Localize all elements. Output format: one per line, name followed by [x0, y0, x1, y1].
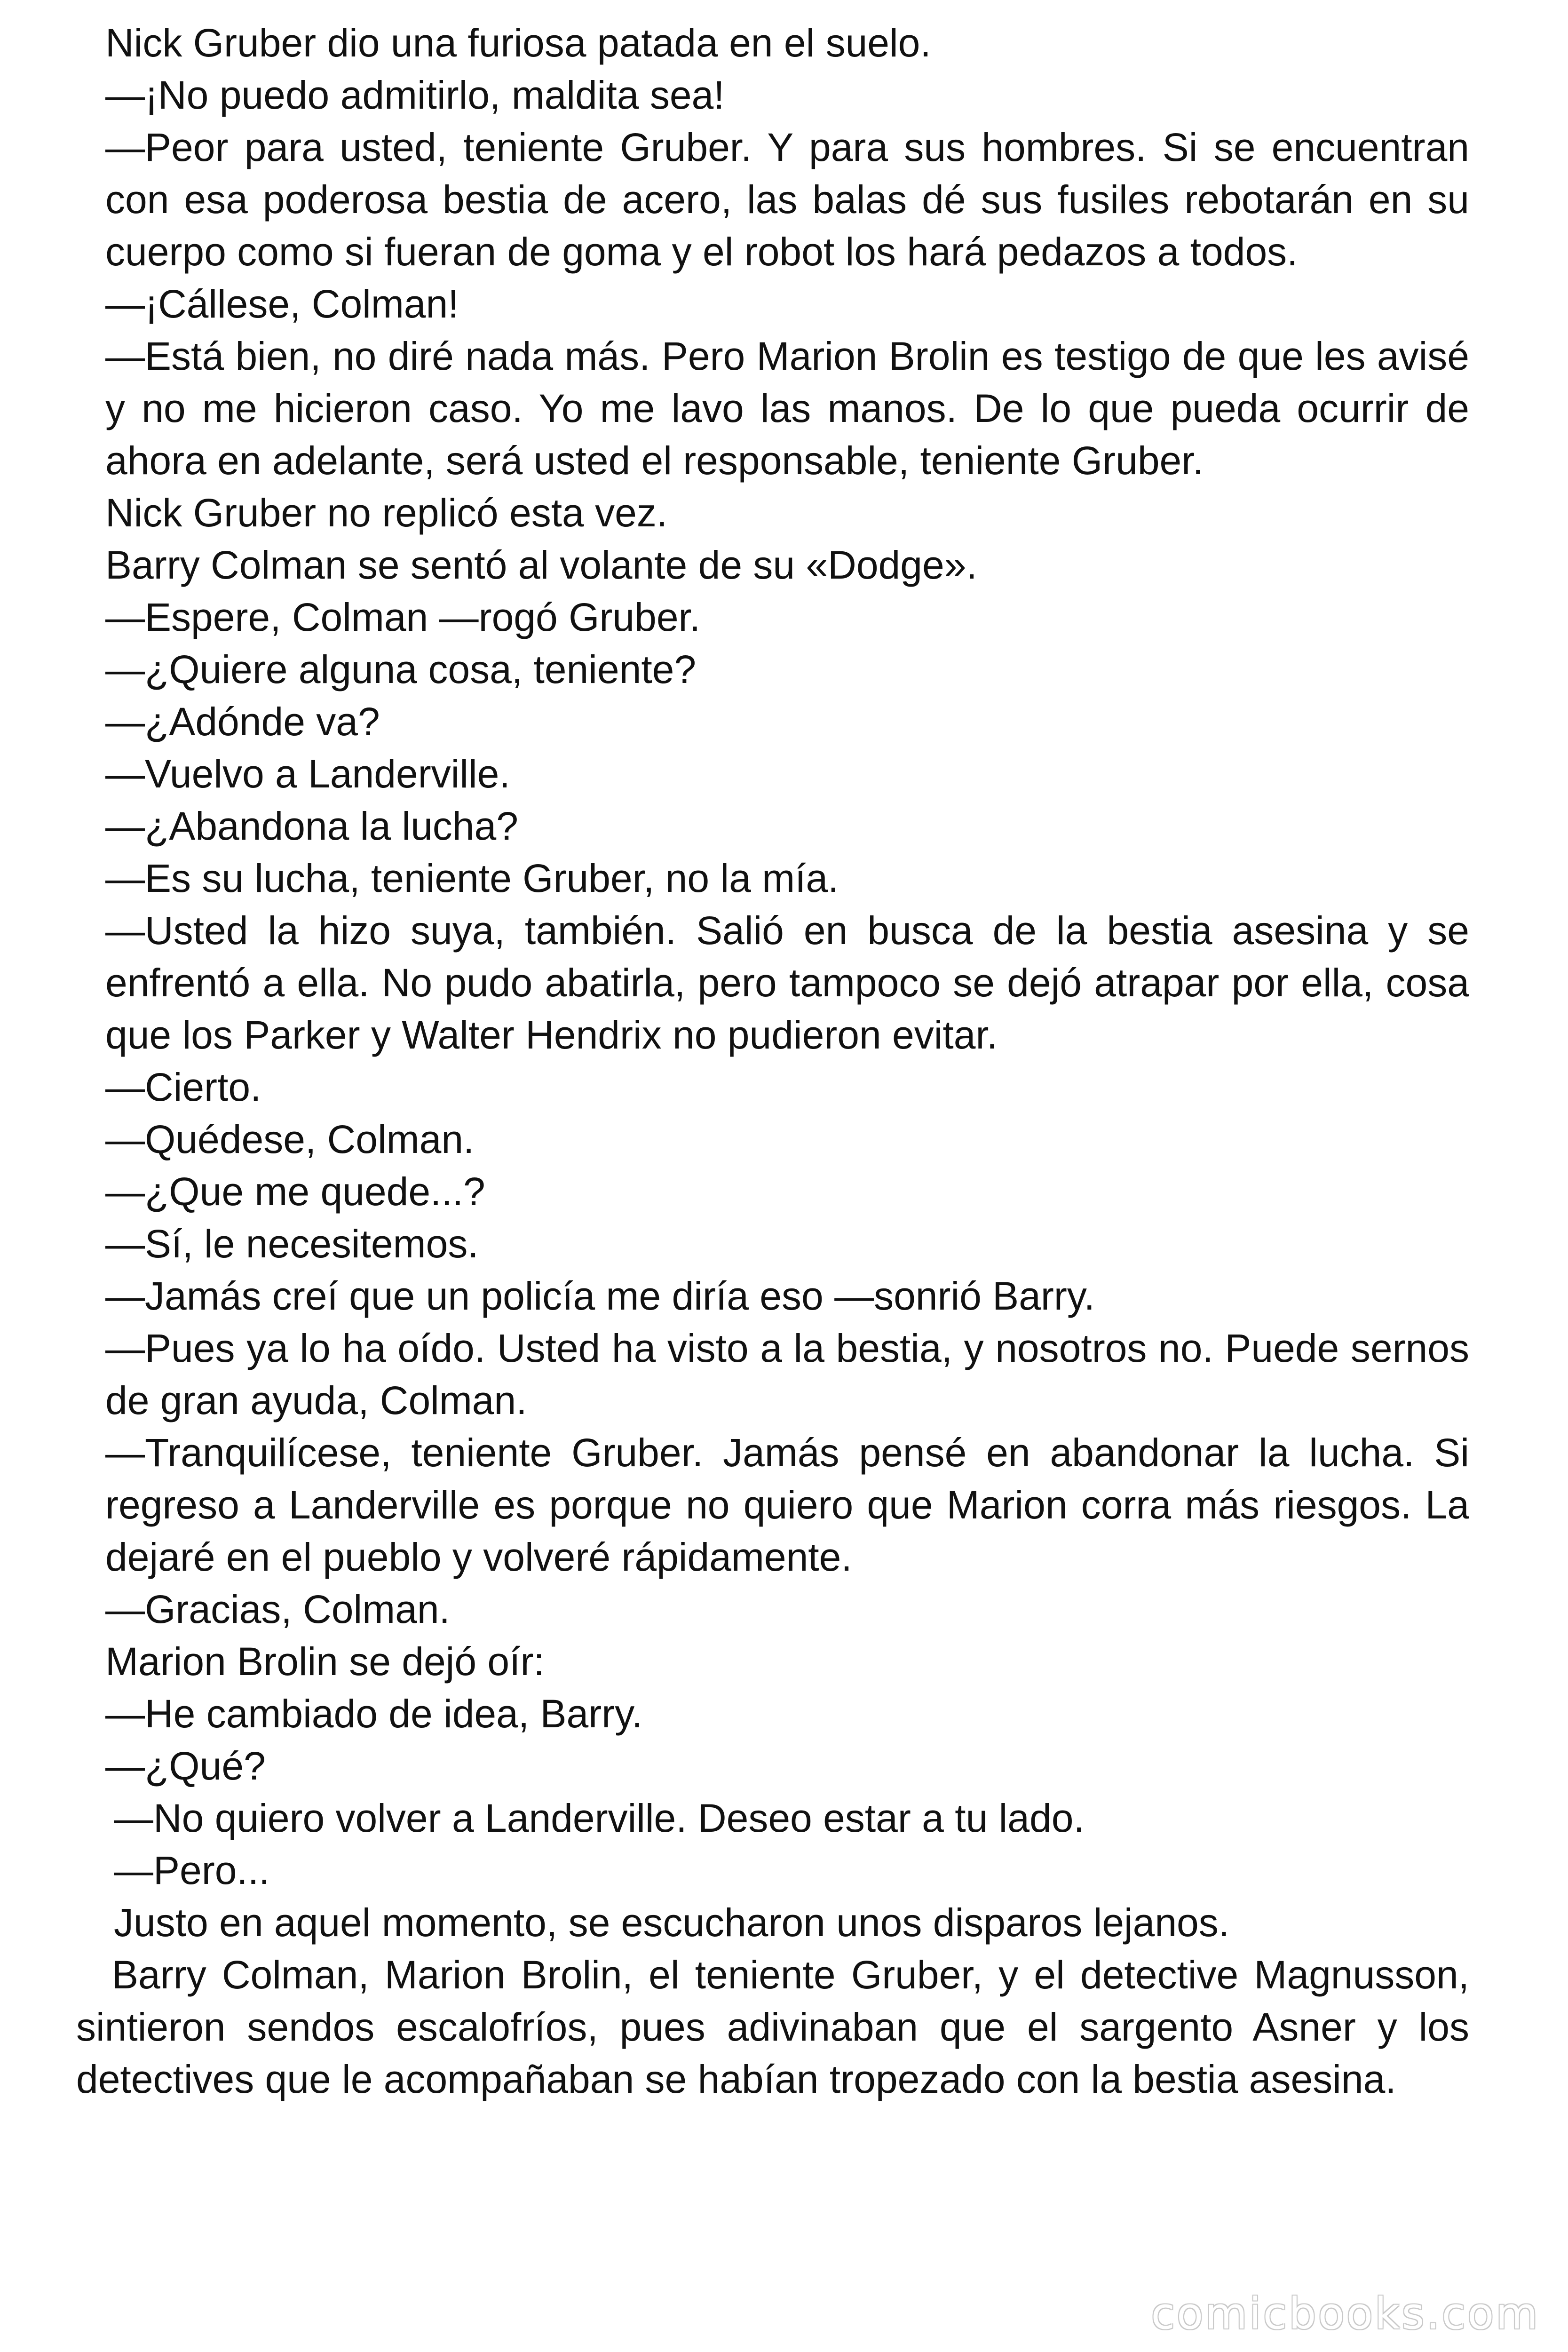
dialogue-line: —Está bien, no diré nada más. Pero Marion Brolin es testigo de que les avisé y no me hicieron caso. Yo me lavo las manos. De lo que pueda ocurrir de ahora en adelante, será usted el responsable, teniente Gruber. — [105, 334, 1469, 483]
watermark-logo: comicbooks.com — [1151, 2288, 1540, 2339]
dialogue-line: —Sí, le necesitemos. — [105, 1222, 479, 1266]
dialogue-line: —¡No puedo admitirlo, maldita sea! — [105, 73, 725, 117]
dialogue-line: —Es su lucha, teniente Gruber, no la mía. — [105, 856, 839, 900]
dialogue-line: —Tranquilícese, teniente Gruber. Jamás pensé en abandonar la lucha. Si regreso a Landerville es porque no quiero que Marion corra más riesgos. La dejaré en el pueblo y volveré rápidamente. — [105, 1430, 1469, 1579]
dialogue-line: —Espere, Colman —rogó Gruber. — [105, 595, 701, 639]
paragraph: Nick Gruber no replicó esta vez. — [105, 491, 668, 535]
dialogue-line: —¿Quiere alguna cosa, teniente? — [105, 647, 697, 691]
dialogue-line: —¡Cállese, Colman! — [105, 282, 459, 326]
dialogue-line: —Gracias, Colman. — [105, 1587, 450, 1631]
paragraph: Barry Colman, Marion Brolin, el teniente Gruber, y el detective Magnusson, sintieron sendos escalofríos, pues adivinaban que el sargento Asner y los detectives que le acompañaban se habían tropezado con la bestia asesina. — [76, 1953, 1469, 2101]
dialogue-line: —Jamás creí que un policía me diría eso —sonrió Barry. — [105, 1274, 1095, 1318]
dialogue-line: —Cierto. — [105, 1065, 261, 1109]
dialogue-line: —¿Qué? — [105, 1744, 266, 1788]
dialogue-line: —¿Adónde va? — [105, 699, 380, 744]
dialogue-line: —Peor para usted, teniente Gruber. Y para sus hombres. Si se encuentran con esa poderosa bestia de acero, las balas dé sus fusiles rebotarán en su cuerpo como si fueran de goma y el robot los hará pedazos a todos. — [105, 125, 1469, 274]
dialogue-line: —He cambiado de idea, Barry. — [105, 1692, 643, 1736]
dialogue-line: —Vuelvo a Landerville. — [105, 752, 510, 796]
dialogue-line: —Quédese, Colman. — [105, 1117, 475, 1161]
paragraph: Marion Brolin se dejó oír: — [105, 1639, 545, 1684]
dialogue-line: —¿Que me quede...? — [105, 1169, 485, 1214]
dialogue-line: —No quiero volver a Landerville. Deseo estar a tu lado. — [114, 1796, 1085, 1840]
dialogue-line: —Usted la hizo suya, también. Salió en busca de la bestia asesina y se enfrentó a ella. No pudo abatirla, pero tampoco se dejó atrapar por ella, cosa que los Parker y Walter Hendrix no pudieron evitar. — [105, 908, 1469, 1057]
paragraph: Barry Colman se sentó al volante de su «Dodge». — [105, 543, 977, 587]
paragraph: Justo en aquel momento, se escucharon unos disparos lejanos. — [114, 1900, 1230, 1945]
body-text — [76, 17, 1469, 2106]
dialogue-line: —¿Abandona la lucha? — [105, 804, 518, 848]
paragraph: Nick Gruber dio una furiosa patada en el suelo. — [105, 21, 931, 65]
dialogue-line: —Pero... — [114, 1848, 270, 1892]
dialogue-line: —Pues ya lo ha oído. Usted ha visto a la bestia, y nosotros no. Puede sernos de gran ayuda, Colman. — [105, 1326, 1469, 1422]
